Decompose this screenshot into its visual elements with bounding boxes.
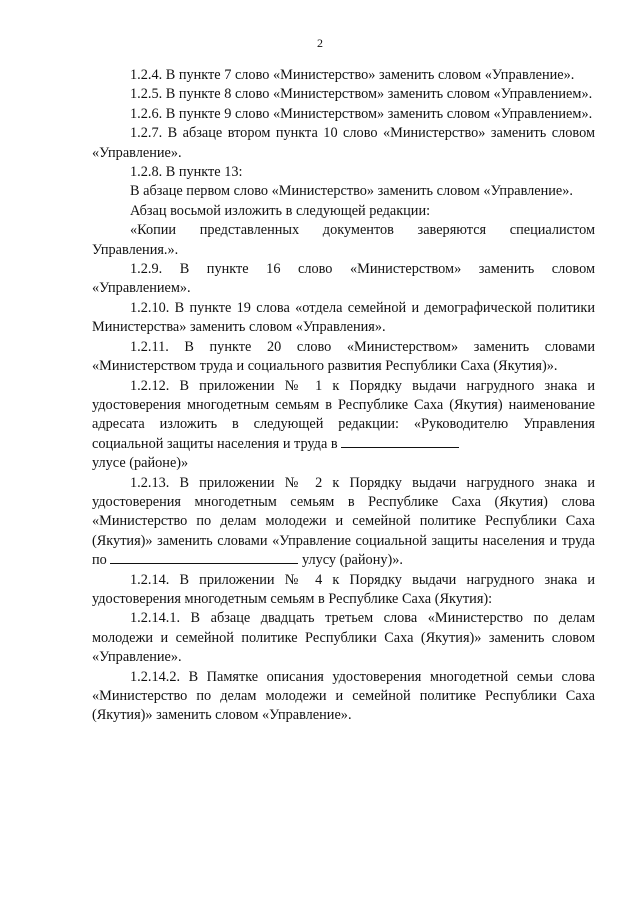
paragraph-1-2-14: 1.2.14. В приложении № 4 к Порядку выдачи нагрудного знака и удостоверения многодетным семьям в Республике Саха (Якутия):: [92, 571, 595, 607]
paragraph-1-2-6: 1.2.6. В пункте 9 слово «Министерством» заменить словом «Управлением».: [130, 105, 593, 122]
paragraph-1-2-13: [92, 474, 595, 571]
paragraph-1-2-12-text: 1.2.12. В приложении № 1 к Порядку выдачи нагрудного знака и удостоверения многодетным семьям в Республике Саха (Якутия) наименование адресата изложить в следующей редакции: «Руководителю Управления социальной защиты населения и труда в: [92, 377, 595, 452]
paragraph-1-2-5: 1.2.5. В пункте 8 слово «Министерством» заменить словом «Управлением».: [130, 86, 593, 103]
paragraph-1-2-8-eighth-text: «Копии представленных документов заверяются специалистом Управления.».: [92, 222, 595, 258]
paragraph-1-2-8-first: В абзаце первом слово «Министерство» заменить словом «Управление».: [130, 183, 573, 200]
page-number: 2: [317, 36, 323, 50]
paragraph-1-2-4: 1.2.4. В пункте 7 слово «Министерство» заменить словом «Управление».: [130, 67, 575, 83]
paragraph-1-2-11: 1.2.11. В пункте 20 слово «Министерством» заменить словами «Министерством труда и социального развития Республики Саха (Якутия)».: [92, 338, 595, 375]
paragraph-1-2-9: 1.2.9. В пункте 16 слово «Министерством» заменить словом «Управлением».: [92, 261, 595, 297]
paragraph-1-2-8: 1.2.8. В пункте 13:: [130, 164, 243, 181]
paragraph-1-2-10: 1.2.10. В пункте 19 слова «отдела семейной и демографической политики Министерства» заменить словом «Управления».: [92, 299, 595, 336]
paragraph-1-2-14-2: 1.2.14.2. В Памятке описания удостоверения многодетной семьи слова «Министерство по делам молодежи и семейной политике Республики Саха (Якутия)» заменить словом «Управление».: [92, 668, 595, 724]
paragraph-1-2-14-1: 1.2.14.1. В абзаце двадцать третьем слова «Министерство по делам молодежи и семейной политике Республики Саха (Якутия)» заменить словом «Управление».: [92, 610, 595, 666]
paragraph-1-2-13-text: 1.2.13. В приложении № 2 к Порядку выдачи нагрудного знака и удостоверения многодетным семьям в Республике Саха (Якутия) слова «Министерство по делам молодежи и семейной политике Республики Саха (Якутия)» заменить словами «Управление социальной защиты населения и труда по: [92, 474, 595, 569]
paragraph-1-2-12: [92, 377, 595, 455]
paragraph-1-2-12-end: улусе (районе)»: [92, 455, 189, 472]
document-body: [92, 66, 595, 726]
blank-line-ulus: [341, 435, 459, 448]
paragraph-1-2-7: 1.2.7. В абзаце втором пункта 10 слово «Министерство» заменить словом «Управление».: [92, 125, 595, 161]
paragraph-1-2-13-end: улусу (району)».: [301, 552, 403, 569]
blank-line-ulus: [110, 551, 298, 564]
paragraph-1-2-8-eighth-heading: Абзац восьмой изложить в следующей редакции:: [130, 202, 431, 219]
